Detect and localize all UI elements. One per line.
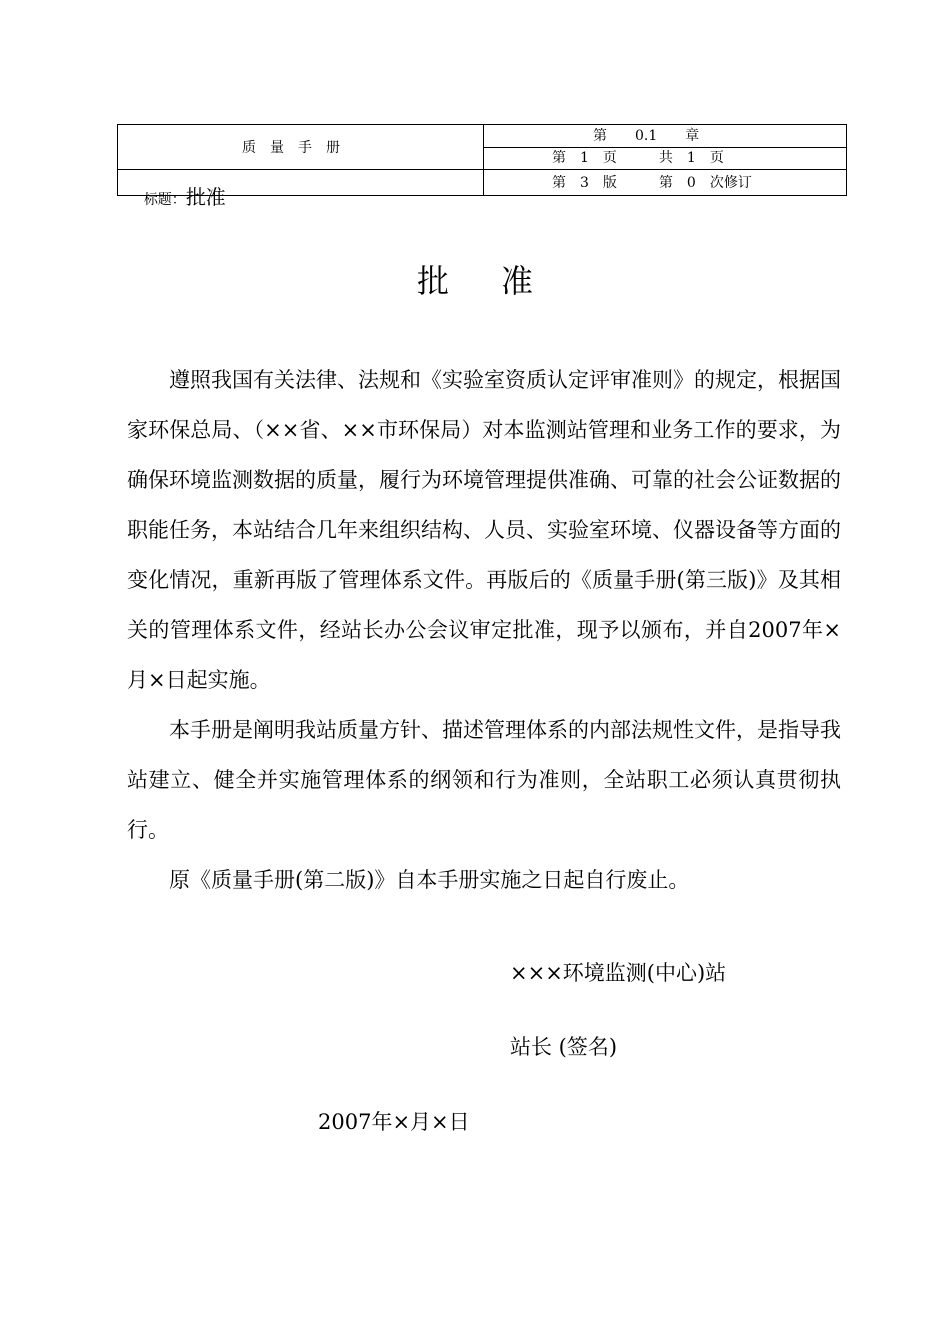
- paragraph-3: 原《质量手册(第二版)》自本手册实施之日起自行废止。: [169, 868, 690, 892]
- signature-head: 站长 (签名): [510, 1035, 618, 1059]
- title-value: 批准: [185, 185, 226, 209]
- document-header-table: [117, 124, 847, 209]
- header-vertical-divider: [483, 125, 484, 195]
- signature-date: 2007年×月×日: [318, 1110, 470, 1134]
- header-divider-left: [118, 169, 483, 170]
- page-count: 第 1 页 共 1 页: [552, 150, 724, 166]
- header-divider-right-top: [483, 147, 846, 148]
- document-body: [127, 355, 841, 905]
- paragraph-1: 遵照我国有关法律、法规和《实验室资质认定评审准则》的规定，根据国家环保总局、（××省、××市环保局）对本监测站管理和业务工作的要求，为确保环境监测数据的质量，履行为环境管理提供准确、可靠的社会公证数据的职能任务，本站结合几年来组织结构、人员、实验室环境、仪器设备等方面的变化情况，重新再版了管理体系文件。再版后的《质量手册(第三版)》及其相关的管理体系文件，经站长办公会议审定批准，现予以颁布，并自2007年×月×日起实施。: [127, 368, 841, 692]
- header-divider-right-bottom: [483, 169, 846, 170]
- title-label: 标题：: [143, 192, 186, 208]
- title-field: [126, 173, 226, 221]
- edition-info: 第 3 版 第 0 次修订: [552, 175, 752, 191]
- paragraph-2: 本手册是阐明我站质量方针、描述管理体系的内部法规性文件，是指导我站建立、健全并实施管理体系的纲领和行为准则，全站职工必须认真贯彻执行。: [127, 718, 841, 842]
- chapter-number: 第 0.1 章: [593, 128, 700, 144]
- signature-organization: ×××环境监测(中心)站: [510, 961, 727, 985]
- manual-title: 质 量 手 册: [242, 140, 340, 156]
- document-title: 批准: [416, 262, 585, 300]
